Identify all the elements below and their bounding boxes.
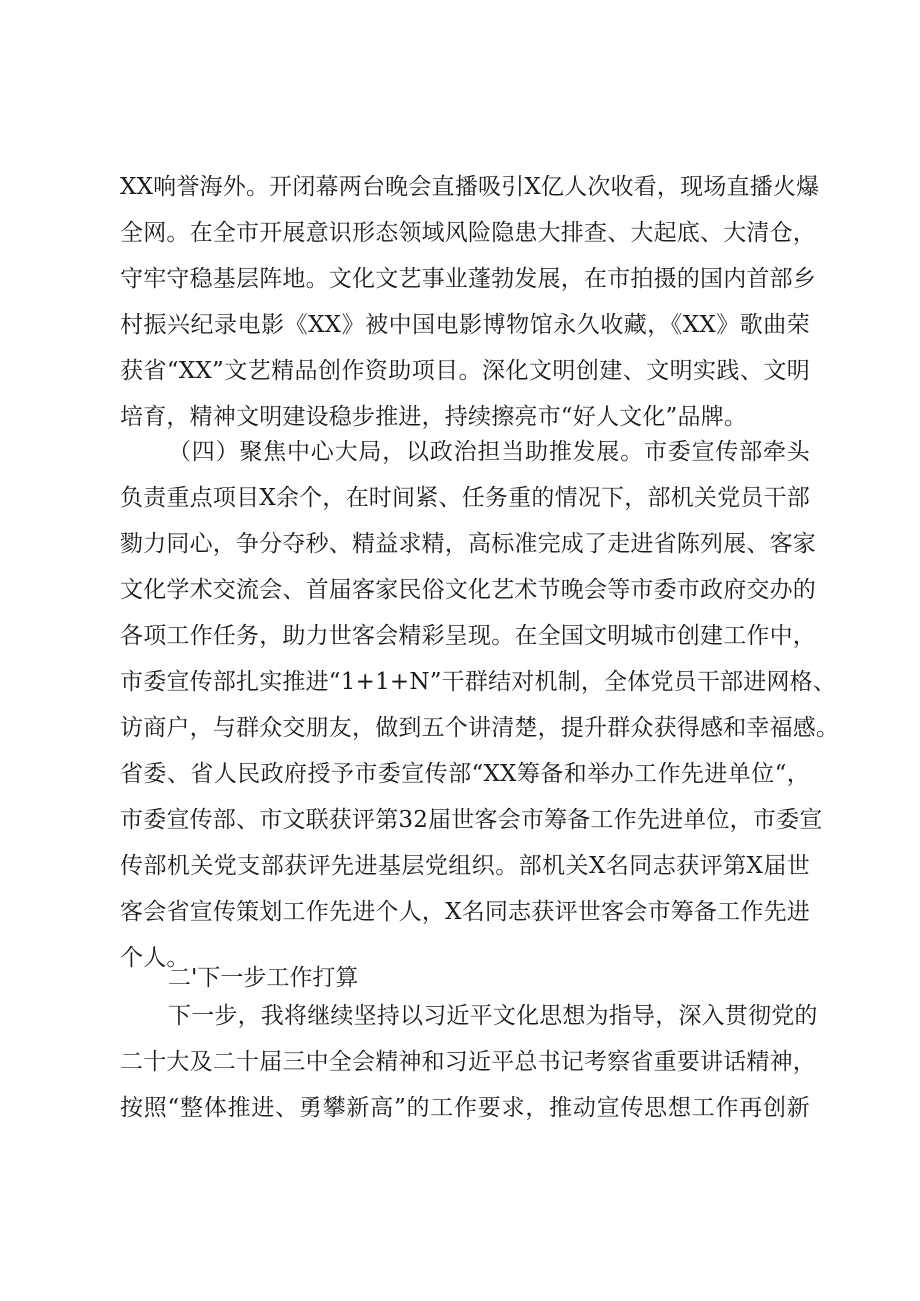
paragraph-achievements-culture <box>120 164 820 440</box>
text-line: 客会省宣传策划工作先进个人，X名同志获评世客会市筹备工作先进 <box>120 899 810 925</box>
text-line: 全网。在全市开展意识形态领域风险隐患大排查、大起底、大清仓， <box>120 220 816 246</box>
text-line: 传部机关党支部获评先进基层党组织。部机关X名同志获评第X届世 <box>120 853 810 879</box>
text-line: 省委、省人民政府授予市委宣传部“XX筹备和举办工作先进单位“， <box>120 761 810 787</box>
text-line: 市委宣传部扎实推进“1+1+N”干群结对机制，全体党员干部进网格、 <box>120 669 837 695</box>
text-line: 下一步，我将继续坚持以习近平文化思想为指导，深入贯彻党的 <box>168 1003 818 1029</box>
text-line: 负责重点项目X余个，在时间紧、任务重的情况下，部机关党员干部 <box>120 485 810 511</box>
text-line: 各项工作任务，助力世客会精彩呈现。在全国文明城市创建工作中， <box>120 623 816 649</box>
text-line: 访商户，与群众交朋友，做到五个讲清楚，提升群众获得感和幸福感。 <box>120 715 840 741</box>
text-line: 按照“整体推进、勇攀新高”的工作要求，推动宣传思想工作再创新 <box>120 1095 810 1121</box>
paragraph-next-steps <box>120 993 818 1131</box>
paragraph-section-four <box>120 429 840 981</box>
text-line: 个人。 <box>120 945 190 971</box>
text-line: 文化学术交流会、首届客家民俗文化艺术节晚会等市委市政府交办的 <box>120 577 816 603</box>
text-line: 市委宣传部、市文联获评第32届世客会市筹备工作先进单位，市委宣 <box>120 807 823 833</box>
text-line: （四）聚焦中心大局，以政治担当助推发展。市委宣传部牵头 <box>168 439 810 465</box>
text-line: 获省“XX”文艺精品创作资助项目。深化文明创建、文明实践、文明 <box>120 358 810 384</box>
text-line: 勠力同心，争分夺秒、精益求精，高标准完成了走进省陈列展、客家 <box>120 531 816 557</box>
section-heading: 二'下一步工作打算 <box>168 965 359 991</box>
text-line: 培育，精神文明建设稳步推进，持续擦亮市“好人文化”品牌。 <box>120 404 748 430</box>
text-line: 二十大及二十届三中全会精神和习近平总书记考察省重要讲话精神， <box>120 1049 816 1075</box>
text-line: 村振兴纪录电影《XX》被中国电影博物馆永久收藏，《XX》歌曲荣 <box>120 312 810 338</box>
text-line: 守牢守稳基层阵地。文化文艺事业蓬勃发展，在市拍摄的国内首部乡 <box>120 266 816 292</box>
text-line: XX响誉海外。开闭幕两台晚会直播吸引X亿人次收看，现场直播火爆 <box>120 174 820 200</box>
